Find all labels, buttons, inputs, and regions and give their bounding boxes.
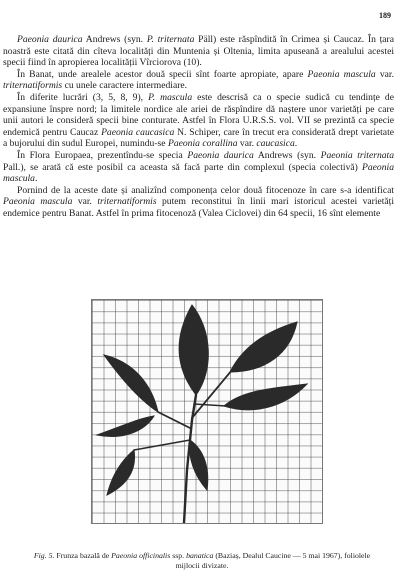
italic-text: triternatiformis	[3, 80, 63, 92]
text-run: Andrews (syn.	[82, 34, 147, 45]
text-run: .	[34, 173, 38, 185]
page-number: 189	[379, 11, 391, 20]
text-run: Pornind de la aceste date și analizînd componența celor două fitocenoze în care s-a identificat	[17, 184, 394, 196]
italic-text: Fig. 5.	[33, 551, 55, 560]
text-run: Päll) este răspîndită în Crimea și Caucaz. În țara noastră este citată din cîteva localități din Muntenia și Oltenia, limita apuseană a arealului acestei specii fiind în apropierea localității Vîrciorova (10).	[3, 34, 395, 69]
text-run: var.	[375, 68, 394, 80]
paragraph	[3, 92, 394, 150]
text-run: var.	[237, 138, 257, 150]
text-run: .	[294, 138, 298, 150]
paragraph	[3, 34, 394, 69]
italic-text: triternatiformis	[97, 196, 157, 208]
italic-text: Paeonia triternata	[320, 149, 394, 161]
paragraph	[3, 185, 394, 220]
text-run: putem reconstitui în linii mari istoricul acestei varietăți endemice pentru Banat. Astfel în prima fitocenoză (Valea Ciclovei) din 64 specii, 16 sînt elemente	[3, 196, 394, 219]
text-run: ssp.	[170, 551, 187, 560]
italic-text: Paeonia caucasica	[101, 126, 175, 138]
text-run: Pall.), se arată că este posibil ca aceasta să facă parte din complexul (specia colectivă)	[3, 161, 363, 173]
text-run: În Flora Europaea, prezentîndu-se specia	[17, 149, 188, 161]
figure-leaf-photo	[91, 299, 323, 524]
figure-caption	[22, 551, 382, 571]
italic-text: Paeonia daurica	[187, 149, 254, 161]
paragraph	[3, 69, 394, 92]
text-run: cu unele caractere intermediare.	[62, 80, 188, 92]
text-run: (Baziaș, Dealul Caucine — 5 mai 1967), foliolele mijlocii divizate.	[175, 551, 371, 570]
paeonia-leaf-silhouette	[92, 300, 322, 523]
body-text	[3, 34, 394, 220]
italic-text: caucasica	[256, 138, 295, 150]
italic-text: Paeonia mascula	[3, 196, 73, 208]
italic-text: P. mascula	[148, 91, 193, 103]
italic-text: Paeonia officinalis	[111, 551, 171, 560]
italic-text: banatica	[186, 551, 214, 560]
italic-text: Paeonia mascula	[3, 161, 394, 185]
italic-text: P. triternata	[146, 34, 195, 45]
text-run: Andrews (syn.	[253, 149, 321, 161]
italic-text: Paeonia mascula	[307, 68, 376, 80]
italic-text: Paeonia daurica	[17, 34, 83, 45]
text-run: este descrisă ca o specie sudică cu tendințe de expansiune înspre nord; la limitele nordice ale ariei de răspîndire dă naștere unor varietăți pe care unii autori le consideră specii bine conturate. Astfel în Flora U.R.S.S. vol. VII se prezintă ca specie endemică pentru Caucaz	[3, 91, 394, 138]
text-run: N. Schiper, care în trecut era considerată drept varietate a bujorului din sudul Europei, numindu-se	[3, 126, 394, 150]
paragraph	[3, 150, 394, 185]
text-run: var.	[72, 196, 98, 208]
text-run: În diferite lucrări (3, 5, 8, 9),	[17, 91, 149, 103]
text-run: În Banat, unde arealele acestor două specii sînt foarte apropiate, apare	[17, 68, 308, 80]
italic-text: Paeonia corallina	[167, 138, 238, 150]
text-run: Frunza bazală de	[54, 551, 112, 560]
